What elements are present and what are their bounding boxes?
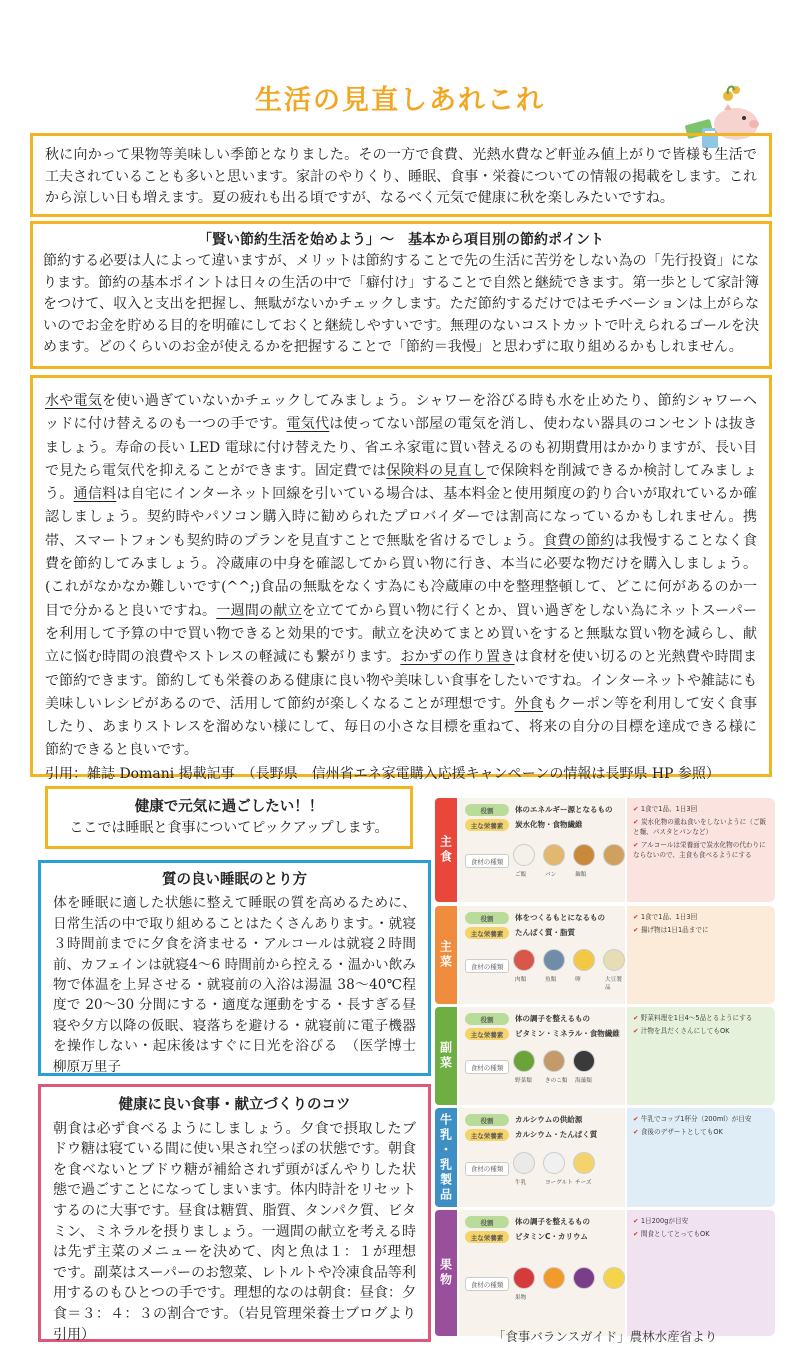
- saving-detail-text: [45, 390, 757, 763]
- food-images: [513, 844, 625, 866]
- food-type-tag: 食材の種類: [465, 1162, 509, 1176]
- food-label: ご飯: [515, 872, 527, 878]
- guide-row: [435, 1210, 775, 1336]
- food-illustration: [513, 1050, 535, 1072]
- guide-notes: [627, 1108, 775, 1207]
- intro-text: 秋に向かって果物等美味しい季節となりました。その一方で食費、光熱水費など軒並み値上がりで皆様も生活で工夫されていることも多いと思います。家計のやりくり、睡眠、食事・栄養についての情報の掲載をします。これから涼しい日も増えます。夏の疲れも出る頃ですが、なるべく元気で健康に秋を楽しみたいですね。: [45, 147, 757, 206]
- saving-tips-section: [30, 221, 772, 369]
- citation: 引用：雑誌 Domani 掲載記事 （長野県 信州省エネ家電購入応援キャンペーンの情報は長野県 HP 参照）: [45, 765, 720, 782]
- check-icon: ✔: [633, 817, 641, 826]
- role-tag: 役割: [465, 804, 509, 816]
- guide-note: ✔ 1日200gが目安: [633, 1217, 689, 1225]
- detail-text: で保険料を削減できるか検討してみましょう。: [45, 462, 758, 503]
- role-tag: 役割: [465, 1013, 509, 1025]
- guide-info-panel: [459, 798, 625, 902]
- role-tag: 役割: [465, 912, 509, 924]
- meal-text: 朝食は必ず食べるようにしましょう。夕食で摂取したブドウ糖は寝ている間に使い果され空っぽの状態です。朝食を食べないとブドウ糖が補給されず頭がぼんやりした状態で過ごすことになってしまいます。体内時計をリセットするのに大事です。昼食は糖質、脂質、タンパク質、ビタミン、ミネラルを摂りましょう。一週間の献立を考える時は先ず主菜のメニューを決めて、肉と魚は１：１が理想です。副菜はスーパーのお惣菜、レトルトや冷凍食品等利用するのもひとつの手です。理想的なのは朝食：昼食：夕食＝３：４：３の割合です。（岩見管理栄養士ブログより引用）: [53, 1120, 416, 1343]
- food-type-tag: 食材の種類: [465, 959, 509, 973]
- keyword-electricity-cost: 電気代: [286, 416, 330, 433]
- guide-note: ✔ 1食で1品、1日3回: [633, 913, 698, 921]
- role-value: カルシウムの供給源: [515, 1115, 583, 1124]
- guide-note: ✔ 間食としてとってもOK: [633, 1229, 710, 1238]
- guide-category-label: 牛乳・乳製品: [435, 1108, 457, 1207]
- guide-note: ✔ 汁物を具だくさんにしてもOK: [633, 1026, 730, 1035]
- guide-info-panel: [459, 1108, 625, 1207]
- food-images: [513, 1267, 625, 1289]
- food-balance-guide: [435, 798, 775, 1338]
- keyword-water-electricity: 水や電気: [45, 393, 103, 409]
- guide-info-panel: [459, 1007, 625, 1105]
- role-value: 体の調子を整えるもの: [515, 1217, 590, 1226]
- food-label: 卵: [575, 977, 581, 983]
- detail-text: は食材を使い切るのと光熱費や時間まで節約できます。節約しても栄養のある健康に良い物や美味しい食事をしたいですね。インターネットや雑誌にも美味しいレシピがあるので、活用して節約が楽しくなることが理想です。: [45, 649, 758, 712]
- health-text: ここでは睡眠と食事についてピックアップします。: [69, 819, 389, 836]
- food-label: 果物: [515, 1295, 527, 1301]
- guide-note: ✔ 食後のデザートとしてもOK: [633, 1127, 723, 1136]
- check-icon: ✔: [633, 1229, 641, 1238]
- meal-section: [38, 1084, 431, 1342]
- check-icon: ✔: [633, 805, 641, 813]
- keyword-food-cost: 食費の節約: [543, 532, 615, 549]
- intro-section: [30, 133, 772, 217]
- food-label: きのこ類: [545, 1078, 568, 1084]
- guide-row: [435, 1007, 775, 1105]
- guide-notes: [627, 1007, 775, 1105]
- guide-category-label: 主菜: [435, 906, 457, 1004]
- check-icon: ✔: [633, 1115, 641, 1123]
- food-type-tag: 食材の種類: [465, 1277, 509, 1291]
- nutrient-tag: 主な栄養素: [465, 1129, 509, 1141]
- food-illustration: [603, 844, 625, 866]
- guide-note: ✔ 1食で1品、1日3回: [633, 805, 698, 813]
- food-images: [513, 949, 625, 971]
- guide-info-panel: [459, 906, 625, 1004]
- guide-note: ✔ アルコールは栄養面で炭水化物の代わりにならないので、主食も食べるようにする: [633, 840, 766, 859]
- nutrient-value: たんぱく質・脂質: [515, 928, 575, 937]
- check-icon: ✔: [633, 840, 641, 849]
- guide-notes: [627, 798, 775, 902]
- health-heading: 健康で元気に過ごしたい！！: [134, 798, 324, 815]
- food-label: 肉類: [515, 977, 527, 983]
- guide-row: [435, 1108, 775, 1207]
- detail-text: は我慢することなく食費を節約してみましょう。冷蔵庫の中身を確認してから買い物に行き、本当に必要な物だけを購入しましょう。(これがなかなか難しいです(^^;)食品の無駄をなくす為にも冷蔵庫の中を整理整頓して、どこに何があるのか一目で分かると良いですね。: [45, 532, 758, 619]
- nutrient-value: 炭水化物・食物繊維: [515, 820, 583, 829]
- check-icon: ✔: [633, 913, 641, 921]
- food-label: 野菜類: [515, 1078, 532, 1084]
- food-images: [513, 1152, 595, 1174]
- food-label: パン: [545, 872, 557, 878]
- food-illustration: [573, 1267, 595, 1289]
- food-label: ヨーグルト: [545, 1179, 573, 1186]
- nutrient-tag: 主な栄養素: [465, 819, 509, 831]
- food-illustration: [573, 1152, 595, 1174]
- food-illustration: [603, 1267, 625, 1289]
- sleep-heading: 質の良い睡眠のとり方: [162, 871, 307, 888]
- guide-notes: [627, 1210, 775, 1336]
- food-label: 海藻類: [575, 1078, 592, 1084]
- guide-note: ✔ 牛乳でコップ1杯分（200ml）が目安: [633, 1115, 752, 1123]
- food-illustration: [543, 844, 565, 866]
- detail-text: を立ててから買い物に行くとか、買い過ぎをしない為にネットスーパーを利用して予算の中で買い物できると効果的です。献立を決めてまとめ買いをすると無駄な買い物を減らし、献立に悩む時間の浪費やストレスの軽減にも繋がります。: [45, 602, 758, 666]
- saving-detail-section: [30, 375, 772, 782]
- role-tag: 役割: [465, 1114, 509, 1126]
- guide-info-panel: [459, 1210, 625, 1336]
- saving-tips-heading: 「賢い節約生活を始めよう」～ 基本から項目別の節約ポイント: [198, 232, 604, 248]
- keyword-eating-out: 外食: [514, 695, 544, 712]
- food-illustration: [543, 1050, 565, 1072]
- food-illustration: [573, 844, 595, 866]
- role-value: 体の調子を整えるもの: [515, 1014, 590, 1023]
- food-illustration: [513, 949, 535, 971]
- keyword-weekly-menu: 一週間の献立: [216, 602, 302, 619]
- food-label: 牛乳: [515, 1179, 527, 1186]
- food-label: 麺類: [575, 872, 587, 878]
- guide-notes: [627, 906, 775, 1004]
- guide-credit: 「食事バランスガイド」農林水産省より: [492, 1329, 718, 1344]
- guide-row: [435, 798, 775, 902]
- detail-text: を使い過ぎていないかチェックしてみましょう。シャワーを浴びる時も水を止めたり、節約シャワーヘッドに付け替えるのも一つの手です。: [45, 393, 757, 433]
- keyword-telecom: 通信料: [73, 486, 117, 503]
- role-value: 体のエネルギー源となるもの: [515, 805, 613, 814]
- detail-text: は使ってない部屋の電気を消し、使わない器具のコンセントは抜きましょう。寿命の長い LED 電球に付け替えたり、省エネ家電に買い替えるのも初期費用はかかりますが、長い目で見たら電気代を抑えることができます。固定費では: [45, 416, 758, 479]
- guide-row: [435, 906, 775, 1004]
- food-illustration: [543, 1267, 565, 1289]
- sleep-text: 体を睡眠に適した状態に整えて睡眠の質を高めるために、日常生活の中で取り組めることはたくさんあります。・就寝３時間前までに夕食を済ませる・アルコールは就寝２時間前、カフェインは就寝4～6 時間前から控える・温かい飲み物で体温を上昇させる・就寝前の入浴は湯温 38～40℃程度で 20～30 分間にする・適度な運動をする・長すぎる昼寝や夕方以降の仮眠、寝落ちを避ける・就寝前に電子機器を操作しない・起床後はすぐに日光を浴びる （医学博士 柳原万里子: [53, 895, 430, 1075]
- keyword-insurance: 保険料の見直し: [386, 462, 487, 479]
- food-type-tag: 食材の種類: [465, 854, 509, 868]
- guide-note: ✔ 野菜料理を1日4～5品とるようにする: [633, 1014, 753, 1022]
- detail-text: は自宅にインターネット回線を引いている場合は、基本料金と使用頻度の釣り合いが取れているか確認しましょう。契約時やパソコン購入時に勧められたプロバイダーでは割高になっているかもしれません。携帯、スマートフォンも契約時のプランを見直すことで無駄を省けるでしょう。: [45, 486, 757, 549]
- nutrient-value: ビタミンC・カリウム: [515, 1232, 588, 1241]
- guide-category-label: 副菜: [435, 1007, 457, 1105]
- role-value: 体をつくるもとになるもの: [515, 913, 605, 922]
- guide-category-label: 果物: [435, 1210, 457, 1336]
- check-icon: ✔: [633, 925, 641, 934]
- food-illustration: [603, 949, 625, 971]
- nutrient-tag: 主な栄養素: [465, 1028, 509, 1040]
- sleep-section: [38, 860, 431, 1076]
- food-label: 大豆製品: [605, 977, 622, 991]
- nutrient-tag: 主な栄養素: [465, 1231, 509, 1243]
- guide-note: ✔ 揚げ物は1日1品までに: [633, 925, 709, 934]
- food-illustration: [513, 1152, 535, 1174]
- nutrient-value: ビタミン・ミネラル・食物繊維: [515, 1029, 620, 1038]
- food-illustration: [543, 1152, 565, 1174]
- guide-category-label: 主食: [435, 798, 457, 902]
- food-type-tag: 食材の種類: [465, 1060, 509, 1074]
- food-illustration: [543, 949, 565, 971]
- meal-heading: 健康に良い食事・献立づくりのコツ: [118, 1096, 351, 1113]
- check-icon: ✔: [633, 1014, 641, 1022]
- keyword-meal-prep: おかずの作り置き: [400, 649, 515, 666]
- food-label: チーズ: [575, 1179, 592, 1186]
- nutrient-value: カルシウム・たんぱく質: [515, 1130, 598, 1139]
- saving-tips-text: 節約する必要は人によって違いますが、メリットは節約することで先の生活に苦労をしない為の「先行投資」になります。節約の基本ポイントは日々の生活の中で「癖付け」することで自然と継続できます。第一歩として家計簿をつけて、収入と支出を把握し、無駄がないかチェックします。ただ節約するだけではモチベーションは上がらないのでお金を貯める目的を明確にしておくと継続しやすいです。無理のないコストカットで叶えられるゴールを決めます。どのくらいのお金が使えるかを把握することで「節約＝我慢」と思わずに取り組めるかもしれません。: [43, 253, 759, 355]
- food-illustration: [573, 949, 595, 971]
- detail-text: もクーポン等を利用して安く食事したり、あまりストレスを溜めない様にして、毎日の小さな目標を重ねて、将来の自分の目標を達成できる様に節約できると良いです。: [45, 695, 758, 759]
- role-tag: 役割: [465, 1216, 509, 1228]
- food-illustration: [513, 844, 535, 866]
- check-icon: ✔: [633, 1026, 641, 1035]
- check-icon: ✔: [633, 1127, 641, 1136]
- guide-note: ✔ 炭水化物の重ね食いをしないように（ご飯と麺、パスタとパンなど）: [633, 817, 767, 836]
- food-images: [513, 1050, 595, 1072]
- food-illustration: [513, 1267, 535, 1289]
- check-icon: ✔: [633, 1217, 641, 1225]
- food-label: 魚類: [545, 977, 557, 983]
- page-title: 生活の見直しあれこれ: [255, 85, 545, 116]
- health-section: [45, 786, 413, 849]
- nutrient-tag: 主な栄養素: [465, 927, 509, 939]
- food-illustration: [573, 1050, 595, 1072]
